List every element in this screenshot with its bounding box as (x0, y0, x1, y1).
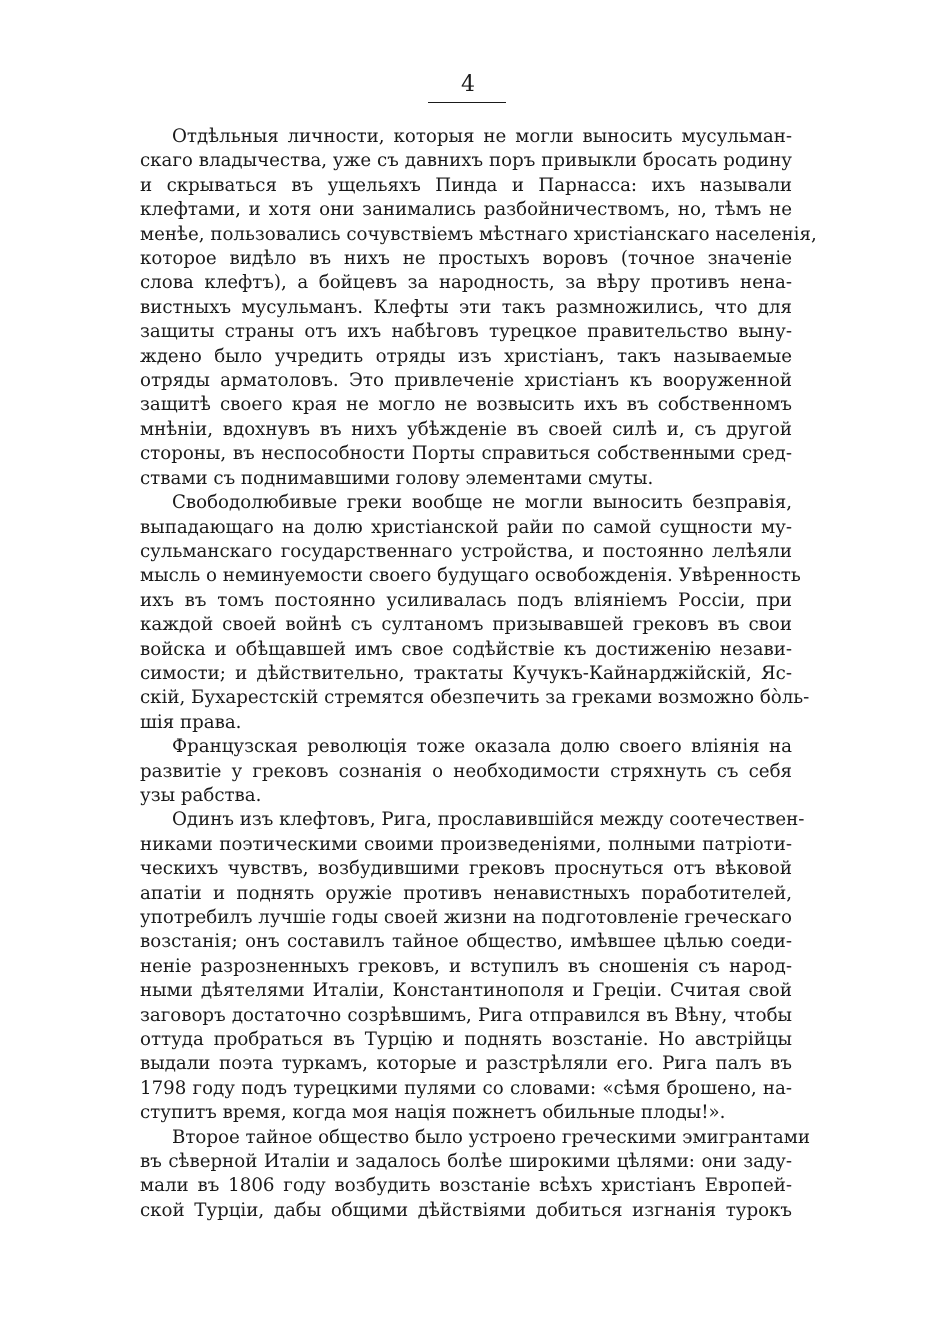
text-line: развитіе у грековъ сознанія о необходимости стряхнуть съ себя (140, 760, 792, 782)
text-line: выдали поэта туркамъ, которые и разстрѣляли его. Рига палъ въ (140, 1053, 792, 1075)
text-line: клефтами, и хотя они занимались разбойничествомъ, но, тѣмъ не (140, 199, 792, 221)
text-line: ствами съ поднимавшими голову элементами смуты. (140, 467, 654, 489)
text-line: въ сѣверной Италіи и задалось болѣе широкими цѣлями: они заду- (140, 1151, 792, 1173)
text-line: мали въ 1806 году возбудить возстаніе всѣхъ христіанъ Европей- (140, 1175, 792, 1197)
page-number: 4 (461, 72, 475, 97)
text-line: скій, Бухарестскій стремятся обезпечить за греками возможно бо̀ль- (140, 687, 810, 709)
text-line: оттуда пробраться въ Турцію и поднять возстаніе. Но австрійцы (140, 1029, 792, 1051)
text-line: 1798 году подъ турецкими пулями со словами: «сѣмя брошено, на- (140, 1077, 792, 1099)
text-line: Второе тайное общество было устроено греческими эмигрантами (172, 1126, 811, 1148)
text-line: Свободолюбивые греки вообще не могли выносить безправія, (172, 492, 792, 514)
text-line: ской Турціи, дабы общими дѣйствіями добиться изгнанія турокъ (140, 1199, 792, 1221)
text-line: ждено было учредить отряды изъ христіанъ, такъ называемые (140, 345, 792, 367)
text-line: скаго владычества, уже съ давнихъ поръ привыкли бросать родину (140, 150, 792, 172)
text-line: Отдѣльныя личности, которыя не могли выносить мусульман- (172, 126, 792, 147)
text-line: неніе разрозненныхъ грековъ, и вступилъ въ сношенія съ народ- (140, 955, 792, 977)
text-line: мнѣніи, вдохнувъ въ нихъ убѣжденіе въ своей силѣ и, съ другой (140, 418, 792, 440)
text-line: ными дѣятелями Италіи, Константинополя и Греціи. Считая свой (140, 980, 792, 1002)
text-line: узы рабства. (140, 784, 262, 806)
text-line: защитѣ своего края не могло не возвысить ихъ въ собственномъ (140, 394, 792, 416)
paragraph (140, 1126, 811, 1224)
text-line: употребилъ лучшіе годы своей жизни на подготовленіе греческаго (140, 907, 792, 928)
text-line: шія права. (140, 711, 242, 733)
text-line: возстанія; онъ составилъ тайное общество, имѣвшее цѣлью соеди- (140, 931, 792, 953)
page-number-rule (428, 102, 506, 103)
text-line: заговоръ достаточно созрѣвшимъ, Рига отправился въ Вѣну, чтобы (140, 1004, 792, 1026)
body-text (140, 125, 817, 1223)
text-line: Одинъ изъ клефтовъ, Рига, прославившійся между соотечествен- (172, 809, 805, 831)
paragraph (140, 491, 810, 735)
paragraph (140, 808, 805, 1125)
text-line: ческихъ чувствъ, возбудившими грековъ проснуться отъ вѣковой (140, 858, 792, 880)
text-line: ступитъ время, когда моя нація пожнетъ обильные плоды!». (140, 1102, 726, 1124)
text-line: которое видѣло въ нихъ не простыхъ воровъ (точное значеніе (140, 248, 792, 270)
text-line: войска и обѣщавшей имъ свое содѣйствіе къ достиженію незави- (140, 638, 792, 660)
paragraph (140, 735, 792, 808)
text-line: защиты страны отъ ихъ набѣговъ турецкое правительство выну- (140, 321, 792, 343)
text-line: менѣе, пользовались сочувствіемъ мѣстнаго христіанскаго населенія, (140, 223, 817, 245)
text-line: и скрываться въ ущельяхъ Пинда и Парнасса: ихъ называли (140, 174, 792, 196)
text-line: никами поэтическими своими произведеніями, полными патріоти- (140, 833, 792, 855)
text-line: отряды арматоловъ. Это привлеченіе христіанъ къ вооруженной (140, 370, 792, 392)
paragraph (140, 125, 817, 491)
text-line: стороны, въ неспособности Порты справиться собственными сред- (140, 443, 792, 465)
text-line: сульманскаго государственнаго устройства, и постоянно лелѣяли (140, 540, 792, 562)
text-line: апатіи и поднять оружіе противъ ненавистныхъ поработителей, (140, 882, 792, 904)
text-line: вистныхъ мусульманъ. Клефты эти такъ размножились, что для (140, 296, 792, 318)
text-line: ихъ въ томъ постоянно усиливалась подъ вліяніемъ Россіи, при (140, 589, 792, 611)
text-line: слова клефтъ), а бойцевъ за народность, за вѣру противъ нена- (140, 272, 792, 294)
text-line: выпадающаго на долю христіанской райи по самой сущности му- (140, 516, 792, 538)
text-line: Французская революція тоже оказала долю своего вліянія на (172, 736, 792, 758)
text-line: мысль о неминуемости своего будущаго освобожденія. Увѣренность (140, 565, 801, 587)
text-line: каждой своей войнѣ съ султаномъ призывавшей грековъ въ свои (140, 614, 792, 636)
text-line: симости; и дѣйствительно, трактаты Кучукъ-Кайнарджійскій, Яс- (140, 662, 792, 684)
